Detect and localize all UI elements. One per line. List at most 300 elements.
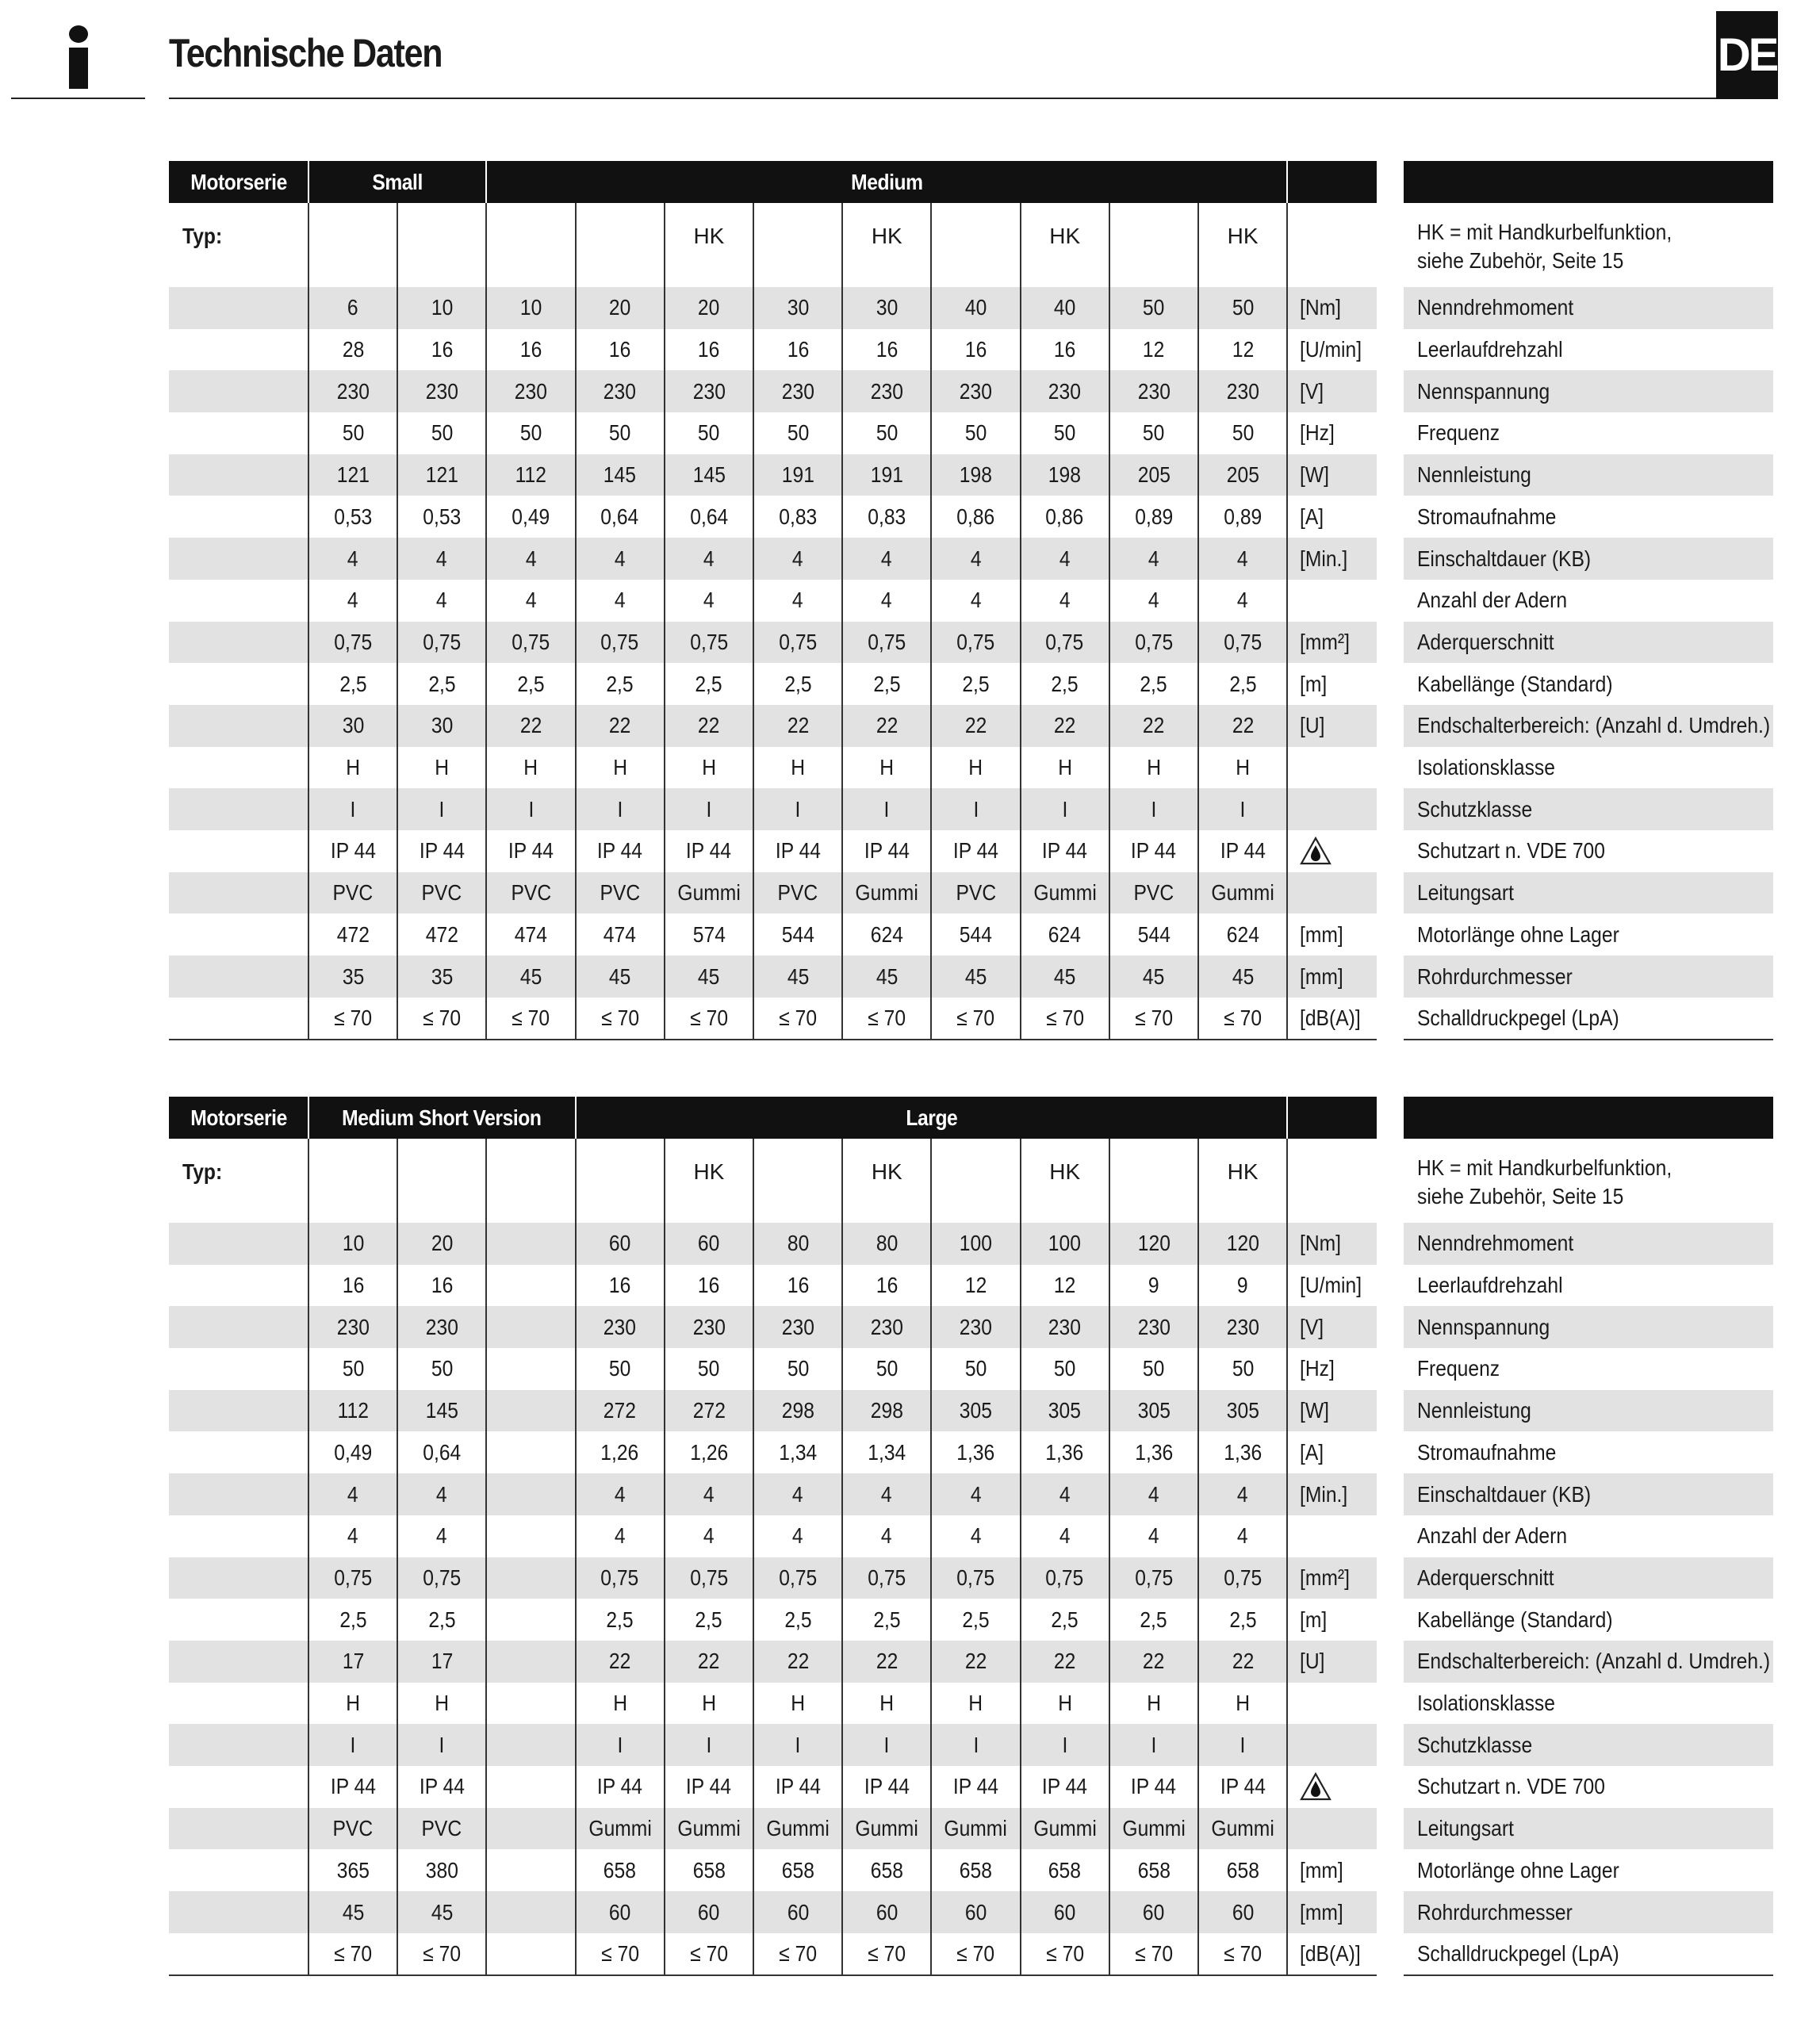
table-row [169, 1850, 1377, 1892]
divider [1020, 203, 1021, 1040]
unit-label: [mm²] [1300, 1565, 1351, 1590]
table-cell: 1,36 [1045, 1439, 1084, 1465]
table-cell: 50 [787, 420, 809, 446]
table-cell: 4 [970, 1481, 982, 1507]
legend-header [1404, 161, 1773, 203]
table-cell: 4 [1059, 1523, 1071, 1549]
table-cell: 2,5 [339, 671, 367, 696]
type-cell: HK [693, 1159, 725, 1184]
table-cell: 230 [1048, 1314, 1082, 1339]
legend-row [1404, 1766, 1773, 1808]
table-cell: H [1236, 755, 1250, 780]
table-cell: 4 [881, 546, 893, 571]
table-cell: 658 [603, 1857, 637, 1883]
unit-label: [m] [1300, 1607, 1328, 1632]
legend-row [1404, 788, 1773, 830]
legend-row [1404, 1557, 1773, 1599]
table-cell: 22 [964, 713, 987, 738]
table-cell: IP 44 [775, 838, 821, 864]
legend-row [1404, 872, 1773, 914]
table-cell: H [879, 1691, 895, 1716]
table-cell: 35 [342, 963, 364, 989]
unit-header [1287, 161, 1377, 203]
table-cell: 50 [1053, 420, 1076, 446]
table-cell: 45 [1143, 963, 1165, 989]
table-cell: 50 [342, 1356, 364, 1381]
table-cell: Gummi [677, 1816, 741, 1841]
table-cell: 30 [876, 295, 898, 320]
table-cell: 22 [964, 1649, 987, 1674]
table-cell: IP 44 [686, 838, 732, 864]
spec-table-1 [169, 161, 1773, 1039]
table-cell: ≤ 70 [1045, 1005, 1084, 1031]
table-cell: 230 [1226, 1314, 1259, 1339]
type-row [169, 1139, 1377, 1223]
divider [753, 1139, 754, 1975]
table-cell [486, 1724, 575, 1766]
table-cell: 45 [519, 963, 542, 989]
table-cell: 0,75 [779, 629, 818, 654]
table-cell: 0,64 [423, 1439, 462, 1465]
table-cell: 198 [1048, 462, 1082, 488]
unit-label: [mm] [1300, 921, 1343, 947]
table-cell: 145 [425, 1398, 458, 1423]
divider [485, 161, 487, 203]
type-cell: HK [871, 1159, 902, 1184]
table-cell: 0,49 [512, 504, 550, 529]
table-cell: 191 [781, 462, 814, 488]
table-cell: 4 [703, 588, 715, 613]
table-cell: 4 [703, 546, 715, 571]
table-row [169, 830, 1377, 872]
table-cell: 205 [1137, 462, 1171, 488]
table-cell: H [791, 1691, 805, 1716]
table-cell: 0,75 [1224, 1565, 1263, 1590]
legend-row [1404, 1808, 1773, 1850]
row-label: Leitungsart [1417, 1816, 1514, 1841]
table-cell: 4 [792, 588, 803, 613]
table-cell: ≤ 70 [1134, 1941, 1173, 1967]
table-cell: 4 [970, 1523, 982, 1549]
table-cell: I [973, 796, 979, 822]
table-cell: 298 [870, 1398, 903, 1423]
divider [930, 203, 932, 1040]
table-cell: IP 44 [1042, 838, 1088, 864]
table-cell: 45 [964, 963, 987, 989]
row-label: Kabellänge (Standard) [1417, 1607, 1613, 1632]
row-label: Schalldruckpegel (LpA) [1417, 1941, 1619, 1967]
table-cell: 380 [425, 1857, 458, 1883]
divider [575, 1139, 577, 1975]
table-cell: 230 [603, 1314, 637, 1339]
unit-label: [U/min] [1300, 1273, 1362, 1298]
table-cell: 230 [781, 1314, 814, 1339]
type-label: Typ: [182, 1159, 223, 1184]
table-cell: 80 [876, 1231, 898, 1256]
legend-row [1404, 1515, 1773, 1557]
legend-row [1404, 1348, 1773, 1390]
legend-row [1404, 580, 1773, 622]
table-cell: ≤ 70 [689, 1005, 728, 1031]
table-cell: IP 44 [508, 838, 554, 864]
legend-row [1404, 1683, 1773, 1725]
row-label: Nenndrehmoment [1417, 1231, 1574, 1256]
table-cell: 20 [698, 295, 720, 320]
table-cell: PVC [956, 880, 996, 906]
table-cell: 22 [1143, 1649, 1165, 1674]
row-label: Stromaufnahme [1417, 504, 1557, 529]
table-cell: 0,86 [1045, 504, 1084, 529]
table-cell: 4 [614, 546, 626, 571]
table-cell: 4 [347, 1481, 358, 1507]
table-row [169, 1390, 1377, 1432]
table-cell: 4 [614, 588, 626, 613]
table-cell [486, 1766, 575, 1808]
divider [169, 1974, 1377, 1976]
table-cell: 22 [608, 713, 631, 738]
table-cell: H [1146, 1691, 1161, 1716]
table-cell: I [1151, 1732, 1157, 1757]
legend-row [1404, 956, 1773, 998]
table-cell: 0,75 [600, 1565, 639, 1590]
divider [753, 203, 754, 1040]
type-cell: HK [1049, 1159, 1081, 1184]
unit-label: [V] [1300, 378, 1324, 404]
table-cell: IP 44 [419, 838, 465, 864]
table-row [169, 705, 1377, 747]
table-cell: 2,5 [784, 1607, 812, 1632]
table-cell: 0,49 [334, 1439, 373, 1465]
table-cell [486, 1348, 575, 1390]
series-header: Motorserie [169, 161, 308, 203]
divider [169, 1039, 1377, 1040]
table-cell: H [879, 755, 895, 780]
drop-icon [1300, 1766, 1331, 1808]
table-cell: 12 [964, 1273, 987, 1298]
table-cell: ≤ 70 [868, 1941, 906, 1967]
unit-label: [Nm] [1300, 295, 1342, 320]
table-cell: 4 [881, 1523, 893, 1549]
row-label: Leerlaufdrehzahl [1417, 337, 1563, 362]
table-cell: 0,75 [956, 1565, 995, 1590]
table-cell: 50 [1053, 1356, 1076, 1381]
table-cell: 16 [787, 1273, 809, 1298]
header-row [169, 1097, 1377, 1139]
table-cell: 22 [1053, 1649, 1076, 1674]
divider [308, 161, 309, 203]
hk-note: HK = mit Handkurbelfunktion, siehe Zubehör, Seite 15 [1417, 220, 1672, 273]
table-cell: 12 [1053, 1273, 1076, 1298]
table-cell: 60 [608, 1231, 631, 1256]
table-cell: H [346, 1691, 360, 1716]
table-cell: 1,36 [1224, 1439, 1263, 1465]
table-cell: 230 [781, 378, 814, 404]
drop-icon [1300, 830, 1331, 872]
table-cell: 16 [608, 337, 631, 362]
table-cell: 230 [959, 1314, 993, 1339]
row-label: Nennspannung [1417, 378, 1550, 404]
type-row [169, 203, 1377, 287]
table-cell: PVC [332, 880, 374, 906]
table-cell: 4 [1148, 1481, 1159, 1507]
table-cell: 60 [698, 1899, 720, 1925]
table-cell: ≤ 70 [956, 1941, 995, 1967]
table-cell: I [617, 1732, 623, 1757]
table-cell: 60 [608, 1899, 631, 1925]
unit-label: [Nm] [1300, 1231, 1342, 1256]
legend-row [1404, 412, 1773, 454]
table-cell: I [1240, 796, 1246, 822]
table-cell: ≤ 70 [334, 1941, 372, 1967]
table-row [169, 454, 1377, 496]
table-cell: 0,75 [956, 629, 995, 654]
table-cell: 0,75 [334, 629, 373, 654]
divider [841, 203, 843, 1040]
table-cell: IP 44 [1220, 1774, 1266, 1799]
table-cell: I [350, 796, 356, 822]
table-cell: H [1057, 755, 1072, 780]
table-cell: 50 [431, 420, 453, 446]
table-cell [486, 1473, 575, 1515]
table-cell: 0,53 [423, 504, 462, 529]
table-cell: 230 [1137, 1314, 1171, 1339]
table-cell: 16 [698, 1273, 720, 1298]
table-cell: 16 [876, 1273, 898, 1298]
table-cell: 544 [959, 921, 993, 947]
row-label: Isolationsklasse [1417, 1691, 1555, 1716]
table-cell: IP 44 [1042, 1774, 1088, 1799]
table-cell [486, 1515, 575, 1557]
info-icon [65, 25, 92, 89]
table-cell: 16 [876, 337, 898, 362]
unit-label: [A] [1300, 1439, 1324, 1465]
table-row [169, 1724, 1377, 1766]
divider [1404, 1974, 1773, 1976]
table-cell: ≤ 70 [334, 1005, 372, 1031]
table-row [169, 1515, 1377, 1557]
table-cell: 2,5 [962, 671, 990, 696]
table-cell: 6 [347, 295, 358, 320]
table-cell: 50 [1232, 1356, 1254, 1381]
table-cell: 60 [964, 1899, 987, 1925]
table-cell: I [1062, 796, 1068, 822]
table-cell: ≤ 70 [1134, 1005, 1173, 1031]
table-cell: 60 [876, 1899, 898, 1925]
unit-label: [U] [1300, 713, 1325, 738]
table-cell: 230 [514, 378, 548, 404]
legend-row [1404, 370, 1773, 412]
table-cell: 60 [698, 1231, 720, 1256]
unit-label: [m] [1300, 671, 1328, 696]
table-cell [486, 1306, 575, 1348]
legend-header [1404, 1097, 1773, 1139]
table-cell: 4 [970, 588, 982, 613]
table-cell: 22 [787, 713, 809, 738]
table-cell: 50 [431, 1356, 453, 1381]
table-cell: 2,5 [428, 671, 456, 696]
table-cell: 16 [698, 337, 720, 362]
legend-column [1404, 1097, 1773, 1975]
table-cell: ≤ 70 [423, 1941, 462, 1967]
table-cell: 40 [1053, 295, 1076, 320]
table-cell: ≤ 70 [600, 1005, 639, 1031]
table-cell: 4 [881, 588, 893, 613]
divider [1197, 203, 1199, 1040]
table-cell: 22 [787, 1649, 809, 1674]
table-row [169, 1766, 1377, 1808]
table-row [169, 1265, 1377, 1307]
table-cell: 2,5 [784, 671, 812, 696]
table-cell: 50 [608, 420, 631, 446]
table-cell: 230 [1137, 378, 1171, 404]
table-cell: Gummi [766, 1816, 830, 1841]
table-cell: 16 [342, 1273, 364, 1298]
row-label: Endschalterbereich: (Anzahl d. Umdreh.) [1417, 1649, 1771, 1674]
table-row [169, 412, 1377, 454]
divider [1109, 1139, 1110, 1975]
table-cell: 121 [425, 462, 458, 488]
table-cell: 2,5 [873, 1607, 901, 1632]
table-cell: 4 [703, 1481, 715, 1507]
table-cell: 20 [608, 295, 631, 320]
table-cell: 22 [698, 1649, 720, 1674]
legend-row [1404, 1724, 1773, 1766]
table-cell: 658 [959, 1857, 993, 1883]
table-cell: H [346, 755, 360, 780]
table-row [169, 1599, 1377, 1641]
table-cell: Gummi [1211, 1816, 1274, 1841]
unit-label: [Hz] [1300, 1356, 1335, 1381]
table-cell: 0,75 [1134, 1565, 1173, 1590]
divider [308, 1097, 309, 1139]
table-cell: 0,75 [1045, 629, 1084, 654]
unit-label: [U/min] [1300, 337, 1362, 362]
table-cell: 9 [1148, 1273, 1159, 1298]
table-cell: IP 44 [864, 838, 910, 864]
table-cell: 2,5 [517, 671, 545, 696]
table-cell: 4 [881, 1481, 893, 1507]
table-cell: 4 [792, 546, 803, 571]
table-cell: 16 [431, 337, 453, 362]
table-cell: I [883, 796, 890, 822]
table-cell: 120 [1137, 1231, 1171, 1256]
type-cell: HK [871, 224, 902, 248]
table-cell: 2,5 [1140, 671, 1168, 696]
table-cell: 2,5 [695, 1607, 723, 1632]
table-cell: 230 [959, 378, 993, 404]
table-cell: 4 [1059, 588, 1071, 613]
header-row [169, 161, 1377, 203]
table-cell: 2,5 [339, 1607, 367, 1632]
table-cell: 145 [692, 462, 726, 488]
legend-row [1404, 914, 1773, 956]
table-cell: 50 [964, 420, 987, 446]
group-header: Small [308, 161, 486, 203]
table-cell: IP 44 [330, 1774, 376, 1799]
legend-row [1404, 830, 1773, 872]
table-cell: ≤ 70 [512, 1005, 550, 1031]
table-cell: H [701, 1691, 716, 1716]
table-cell: 624 [870, 921, 903, 947]
group-header: Medium [486, 161, 1287, 203]
table-row [169, 287, 1377, 329]
row-label: Nenndrehmoment [1417, 295, 1574, 320]
table-cell: 50 [964, 1356, 987, 1381]
unit-label: [dB(A)] [1300, 1941, 1361, 1967]
table-cell: 4 [1059, 1481, 1071, 1507]
table-cell: 0,53 [334, 504, 373, 529]
row-label: Kabellänge (Standard) [1417, 671, 1613, 696]
table-row [169, 788, 1377, 830]
group-header: Large [576, 1097, 1288, 1139]
table-cell: 50 [1143, 295, 1165, 320]
table-cell: 658 [1048, 1857, 1082, 1883]
table-cell: I [795, 1732, 801, 1757]
row-label: Frequenz [1417, 1356, 1500, 1381]
table-cell: 2,5 [1051, 671, 1079, 696]
unit-label: [U] [1300, 1649, 1325, 1674]
spec-table-2 [169, 1097, 1773, 1974]
table-cell: 4 [347, 1523, 358, 1549]
row-label: Schutzart n. VDE 700 [1417, 838, 1605, 864]
table-cell: 230 [692, 378, 726, 404]
table-cell: 4 [1148, 588, 1159, 613]
table-cell: 45 [1232, 963, 1254, 989]
table-cell: 17 [342, 1649, 364, 1674]
table-cell: PVC [511, 880, 551, 906]
table-cell [486, 1390, 575, 1432]
table-cell: 4 [1237, 546, 1248, 571]
table-cell: 30 [431, 713, 453, 738]
table-cell: I [706, 796, 712, 822]
row-label: Frequenz [1417, 420, 1500, 446]
table-cell: 4 [1237, 588, 1248, 613]
table-cell: IP 44 [686, 1774, 732, 1799]
table-cell: 0,75 [334, 1565, 373, 1590]
table-cell: 624 [1048, 921, 1082, 947]
table-cell: Gummi [1211, 880, 1274, 906]
table-cell: PVC [777, 880, 818, 906]
table-cell: 50 [342, 420, 364, 446]
table-cell: 10 [431, 295, 453, 320]
table-cell: 1,26 [600, 1439, 639, 1465]
legend-row [1404, 454, 1773, 496]
table-row [169, 622, 1377, 664]
table-cell: ≤ 70 [423, 1005, 462, 1031]
divider [397, 203, 398, 1040]
table-cell: I [439, 796, 445, 822]
table-cell: 50 [1232, 295, 1254, 320]
table-cell [486, 1641, 575, 1683]
spec-grid [169, 1097, 1377, 1975]
table-cell: 100 [1048, 1231, 1082, 1256]
unit-label: [A] [1300, 504, 1324, 529]
table-cell: 22 [1232, 1649, 1254, 1674]
table-row [169, 370, 1377, 412]
divider [308, 203, 309, 1040]
table-cell: 198 [959, 462, 993, 488]
table-cell: Gummi [677, 880, 741, 906]
hk-note: HK = mit Handkurbelfunktion, siehe Zubehör, Seite 15 [1417, 1155, 1672, 1208]
unit-label: [W] [1300, 462, 1330, 488]
legend-row [1404, 747, 1773, 789]
table-cell [486, 1223, 575, 1265]
table-cell: Gummi [1122, 1816, 1186, 1841]
table-cell: 0,75 [423, 629, 462, 654]
legend-row [1404, 663, 1773, 705]
table-cell: 230 [870, 378, 903, 404]
legend-row [1404, 1306, 1773, 1348]
